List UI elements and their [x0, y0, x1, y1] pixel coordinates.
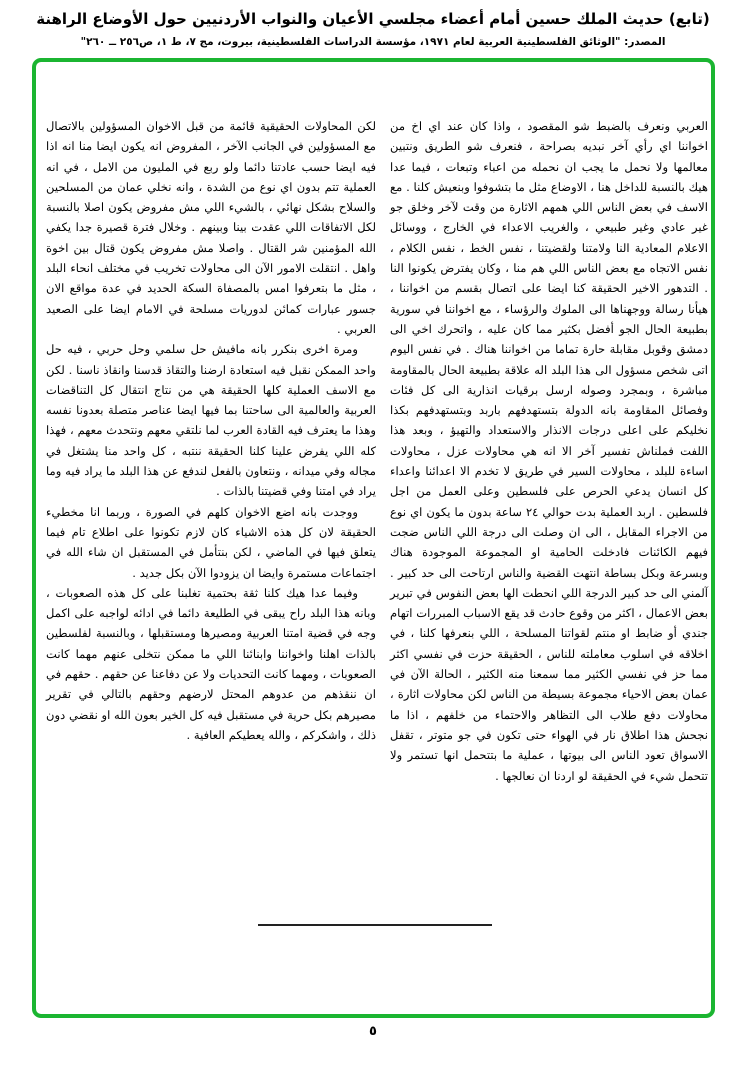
paragraph: وفيما عدا هيك كلنا ثقة بحتمية تغلبنا على كل هذه الصعوبات ، وبانه هذا البلد راح يبقى في الطليعة دائما في ادائه لواجبه على اكمل وجه في قضية امتنا العربية ومصيرها ومستقبلها ، وبالنسبة لفلسطين بالذات اهلنا واخواننا وابنائنا اللي ما ممكن نتخلى عنهم مهما كانت الصعوبات ، ومهما كانت التحديات ولا عن دفاعنا عن حقهم . حقهم في ان ننقذهم من عدوهم المحتل لارضهم وحقهم بالتالي في تقرير مصيرهم بكل حرية في مستقبل فيه كل الخير بعون الله او نقضي دون ذلك ، واشكركم ، والله يعطيكم العافية .: [46, 585, 376, 742]
paragraph: لكن المحاولات الحقيقية قائمة من قبل الاخوان المسؤولين بالاتصال مع المسؤولين في الجانب الآخر ، المفروض انه يكون ايضا منا انه اذا فيه ايضا حسب عادتنا دائما ولو ربع في المليون من الامل ، في انه العملية تتم بدون اي نوع من الشدة ، وانه نخلي عمان من المسلحين والسلاح بشكل نهائي ، بالشيء اللي مش مفروض يكون اصلا بالنسبة لكل الاتفاقات اللي عقدت بينا وبينهم . وخلال فترة قصيرة جدا يكفي الله المؤمنين شر القتال . واصلا مش مفروض يكون قتال بين اخوة واهل . انتقلت الامور الآن الى محاولات تخريب في مختلف انحاء البلد ، مثل ما بتعرفوا امس بالمصفاة السكة الحديد في عدة مواقع الان جسور عبارات كمائن لدوريات مسلحة في الامام ايضا على الصعيد العربي .: [46, 119, 376, 336]
source-citation: المصدر: "الوثائق الفلسطينية العربية لعام ١٩٧١، مؤسسة الدراسات الفلسطينية، بيروت، مج ٧، ط ١، ص٢٥٦ ــ ٢٦٠": [80, 36, 666, 48]
text-column-right: [390, 116, 708, 786]
paragraph: ومرة اخرى بنكرر بانه مافيش حل سلمي وحل حربي ، فيه حل واحد الممكن نقبل فيه استعادة ارضنا والتقاذ قدسنا وانقاذ ناسنا . لكن مع الاسف العملية كلها الحقيقة هي من نتاج انتقال كل التناقضات العربية والعالمية الى ساحتنا بما فيها ايضا عناصر متصلة بعدونا نفسه وهذا ما يعترف فيه القادة العرب لما نلتقي معهم ونتحدث معهم ، فهذا كله اللي يفرض علينا كلنا الحقيقة ننتبه ، كل واحد منا يشتغل في مجاله وفي ميدانه ، ونتعاون بالفعل لندفع عن هذا البلد ما يراد فيه وما يراد في امتنا وفي قضيتنا بالذات .: [46, 342, 376, 499]
paragraph: ووجدت بانه اضع الاخوان كلهم في الصورة ، وربما انا مخطيء الحقيقة لان كل هذه الاشياء كان لازم تكونوا على اطلاع تام فيما يتعلق فيها في الماضي ، لكن بنتأمل في المستقبل ان شاء الله في اجتماعات مستمرة وايضا ان يزودوا الآن بكل جديد .: [46, 504, 376, 580]
page-number: ٥: [369, 1024, 377, 1039]
paragraph: العربي ونعرف بالضبط شو المقصود ، واذا كان عند اي اخ من اخواننا اي رأي آخر نبديه بصراحة ، فنعرف شو الطريق ونتبين معالمها ولا نحمل ما يجب ان نحمله من اعباء وتبعات ، فيما عدا هيك بالنسبة للداخل هنا ، الاوضاع مثل ما بتشوفوا وبنعيش كلنا . مع الاسف في بعض الناس اللي همهم الاثارة من وقت لآخر وخلق جو غير عادي وغير طبيعي ، والغريب الاعداء في الخارج ، ووسائل الاعلام المعادية النا ولامتنا ولقضيتنا ، نفس الخط ، نفس الكلام ، نفس الاتجاه مع بعض الناس اللي هم منا ، وكان يفترض يكونوا النا . التدهور الاخير الحقيقة كنا ايضا على اتصال بقسم من اخواننا ، هيأنا رسالة ووجهناها الى الملوك والرؤساء ، مع اخواننا في سورية بطبيعة الحال الجو أفضل بكثير مما كان عليه ، واتحرك اخي الى دمشق وقوبل مقابلة حارة تماما من اخواننا هناك . في نفس اليوم اتى شخص مسؤول الى هذا البلد اله علاقة بطبيعة الحال بالمقاومة مباشرة ، وبمجرد وصوله ارسل برقيات انذارية الى كل فئات وفصائل المقاومة بانه الدولة بتستهدفهم باربد وبتستهدفهم بكذا نخليكم على اعلى درجات الانذار والاستعداد والتهيؤ ، وبعد هذا اللفت فملناش تفسير آخر الا انه هي محاولات عزل ، محاولات اساءة للبلد ، محاولات السير في طريق لا تخدم الا اعدائنا واعداء كل انسان يدعي الحرص على فلسطين وعلى العمل من اجل فلسطين . اربد العملية بدت حوالي ٢٤ ساعة بدون ما يكون اي نوع من الاجراء المقابل ، الى ان وصلت الى درجة اللي الناس ضجت فيهم الكائنات فادخلت الحامية او المجموعة الموجودة هناك وبسرعة وبكل بساطة انتهت القضية والناس ارتاحت الى حد كبير . آلمني الى حد كبير الدرجة اللي انحطت الها بعض النفوس في تبرير بعض الاعمال ، اكثر من وقوع حادث قد يقع الاسباب المبررات اتهام جندي أو ضابط او منتم لقواتنا المسلحة ، اللي بنعرفها كلنا ، في اخلاقه في اسلوب معاملته للناس ، الحقيقة حزت في نفسي اكثر مما حز في نفسي الكثير مما سمعنا منه الكثير ، الحالة الآن في عمان بعض الاحياء مجموعة بسيطة من الناس لكن محاولات اثارة ، محاولات دفع طلاب الى التظاهر والاحتماء من خلفهم ، اذا ما نجحش هذا اطلاق نار في الهواء حتى تكون في جو متوتر ، تقفل الاسواق تعود الناس الى بيوتها ، عملية ما بتتحمل انها تستمر ولا تتحمل شيء في الحقيقة لو اردنا ان نعالجها .: [390, 119, 708, 783]
text-column-left: [46, 116, 376, 745]
end-rule-divider: [258, 924, 492, 926]
document-title: (تابع) حديث الملك حسين أمام أعضاء مجلسي الأعيان والنواب الأردنيين حول الأوضاع الراهنة: [36, 10, 710, 28]
